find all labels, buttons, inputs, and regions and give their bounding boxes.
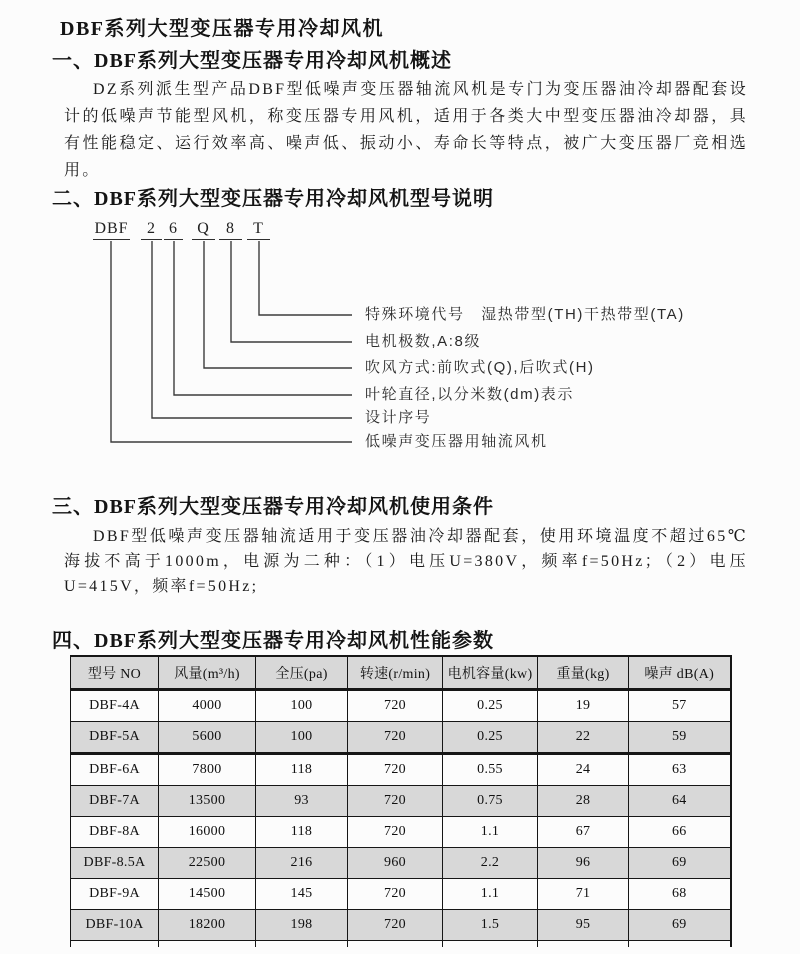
table-cell: 720 — [348, 910, 443, 941]
model-label-design-no: 设计序号 — [365, 409, 432, 426]
table-cell: 145 — [256, 879, 348, 910]
table-cell: 720 — [348, 690, 443, 722]
table-cell: 71 — [538, 879, 629, 910]
table-cell: 63 — [629, 754, 731, 786]
paragraph-overview: DZ系列派生型产品DBF型低噪声变压器轴流风机是专门为变压器油冷却器配套设计的低噪声节能型风机，称变压器专用风机，适用于各类大中型变压器油冷却器，具有性能稳定、运行效率高、噪声低、振动小、寿命长等特点，被广大变压器厂竞相选用。 — [64, 81, 748, 179]
table-cell: 0.75 — [443, 786, 538, 817]
table-cell: 93 — [256, 786, 348, 817]
table-header-cell: 电机容量(kw) — [443, 656, 538, 690]
table-row — [71, 690, 731, 722]
page-title: DBF系列大型变压器专用冷却风机 — [60, 18, 384, 40]
table-cell: 720 — [348, 817, 443, 848]
table-cell: 96 — [538, 848, 629, 879]
table-cell: 1.1 — [443, 879, 538, 910]
table-row — [71, 910, 731, 941]
table-cell: 14500 — [159, 879, 256, 910]
table-cell: 28 — [538, 786, 629, 817]
table-cell: 118 — [256, 754, 348, 786]
table-cell: 0.25 — [443, 722, 538, 754]
model-label-series: 低噪声变压器用轴流风机 — [365, 433, 548, 450]
table-cell: 22500 — [159, 848, 256, 879]
table-cell: 198 — [256, 910, 348, 941]
table-cell: 19 — [538, 690, 629, 722]
performance-table — [70, 655, 732, 947]
table-header-cell: 重量(kg) — [538, 656, 629, 690]
table-cell: 95 — [538, 910, 629, 941]
table-cell: DBF-8A — [71, 817, 159, 848]
table-cell: 720 — [348, 786, 443, 817]
table-cell: 18200 — [159, 910, 256, 941]
model-code-design-no: 2 — [141, 220, 162, 240]
table-cell: 69 — [629, 910, 731, 941]
model-label-blow-mode: 吹风方式:前吹式(Q),后吹式(H) — [365, 359, 595, 376]
table-cell: 720 — [348, 754, 443, 786]
model-label-diameter: 叶轮直径,以分米数(dm)表示 — [365, 386, 574, 403]
model-code-series: DBF — [93, 220, 130, 240]
table-cell: 69 — [629, 848, 731, 879]
section-heading-conditions: 三、DBF系列大型变压器专用冷却风机使用条件 — [52, 496, 494, 518]
table-cell: 100 — [256, 722, 348, 754]
model-label-environment: 特殊环境代号 湿热带型(TH)干热带型(TA) — [365, 306, 685, 323]
section-heading-performance: 四、DBF系列大型变压器专用冷却风机性能参数 — [52, 630, 494, 652]
table-cell: 118 — [256, 817, 348, 848]
table-cell: DBF-4A — [71, 690, 159, 722]
table-cell: 4000 — [159, 690, 256, 722]
table-cell: 68 — [629, 879, 731, 910]
table-cell: DBF-5A — [71, 722, 159, 754]
table-cell: 24 — [538, 754, 629, 786]
model-code-diameter: 6 — [164, 220, 183, 240]
table-cell: 57 — [629, 690, 731, 722]
table-header-cell: 噪声 dB(A) — [629, 656, 731, 690]
table-cell: 1.1 — [443, 817, 538, 848]
section-heading-model: 二、DBF系列大型变压器专用冷却风机型号说明 — [52, 188, 494, 210]
table-header-cell: 转速(r/min) — [348, 656, 443, 690]
table-header-cell: 风量(m³/h) — [159, 656, 256, 690]
table-cell: 66 — [629, 817, 731, 848]
table-cell: 22 — [538, 722, 629, 754]
table-header-cell: 全压(pa) — [256, 656, 348, 690]
table-cell: 64 — [629, 786, 731, 817]
table-cell: 59 — [629, 722, 731, 754]
table-cell: 7800 — [159, 754, 256, 786]
table-cell: 720 — [348, 879, 443, 910]
table-cell: DBF-7A — [71, 786, 159, 817]
model-code-blow-mode: Q — [192, 220, 215, 240]
section-heading-overview: 一、DBF系列大型变压器专用冷却风机概述 — [52, 50, 452, 72]
table-cell: 0.55 — [443, 754, 538, 786]
table-row — [71, 817, 731, 848]
table-cell: 67 — [538, 817, 629, 848]
table-row-cutoff — [71, 941, 731, 948]
table-cell: 16000 — [159, 817, 256, 848]
table-row — [71, 786, 731, 817]
table-cell: 960 — [348, 848, 443, 879]
table-header-row — [71, 656, 731, 690]
model-code-poles: 8 — [219, 220, 242, 240]
paragraph-conditions: DBF型低噪声变压器轴流适用于变压器油冷却器配套，使用环境温度不超过65℃海拔不高于1000m，电源为二种：（1）电压U=380V，频率f=50Hz；（2）电压U=415V，频率f=50Hz; — [64, 528, 748, 595]
table-cell: 5600 — [159, 722, 256, 754]
model-label-poles: 电机极数,A:8级 — [365, 333, 482, 350]
table-cell: 216 — [256, 848, 348, 879]
table-row — [71, 754, 731, 786]
table-header-cell: 型号 NO — [71, 656, 159, 690]
table-row — [71, 848, 731, 879]
table-cell: 0.25 — [443, 690, 538, 722]
table-cell: 1.5 — [443, 910, 538, 941]
table-row — [71, 879, 731, 910]
table-cell: DBF-10A — [71, 910, 159, 941]
table-row — [71, 722, 731, 754]
table-cell: 13500 — [159, 786, 256, 817]
table-cell: DBF-9A — [71, 879, 159, 910]
table-cell: DBF-6A — [71, 754, 159, 786]
model-number-diagram — [0, 218, 800, 468]
model-code-environment: T — [247, 220, 270, 240]
table-cell: DBF-8.5A — [71, 848, 159, 879]
table-cell: 720 — [348, 722, 443, 754]
table-cell: 2.2 — [443, 848, 538, 879]
table-cell: 100 — [256, 690, 348, 722]
